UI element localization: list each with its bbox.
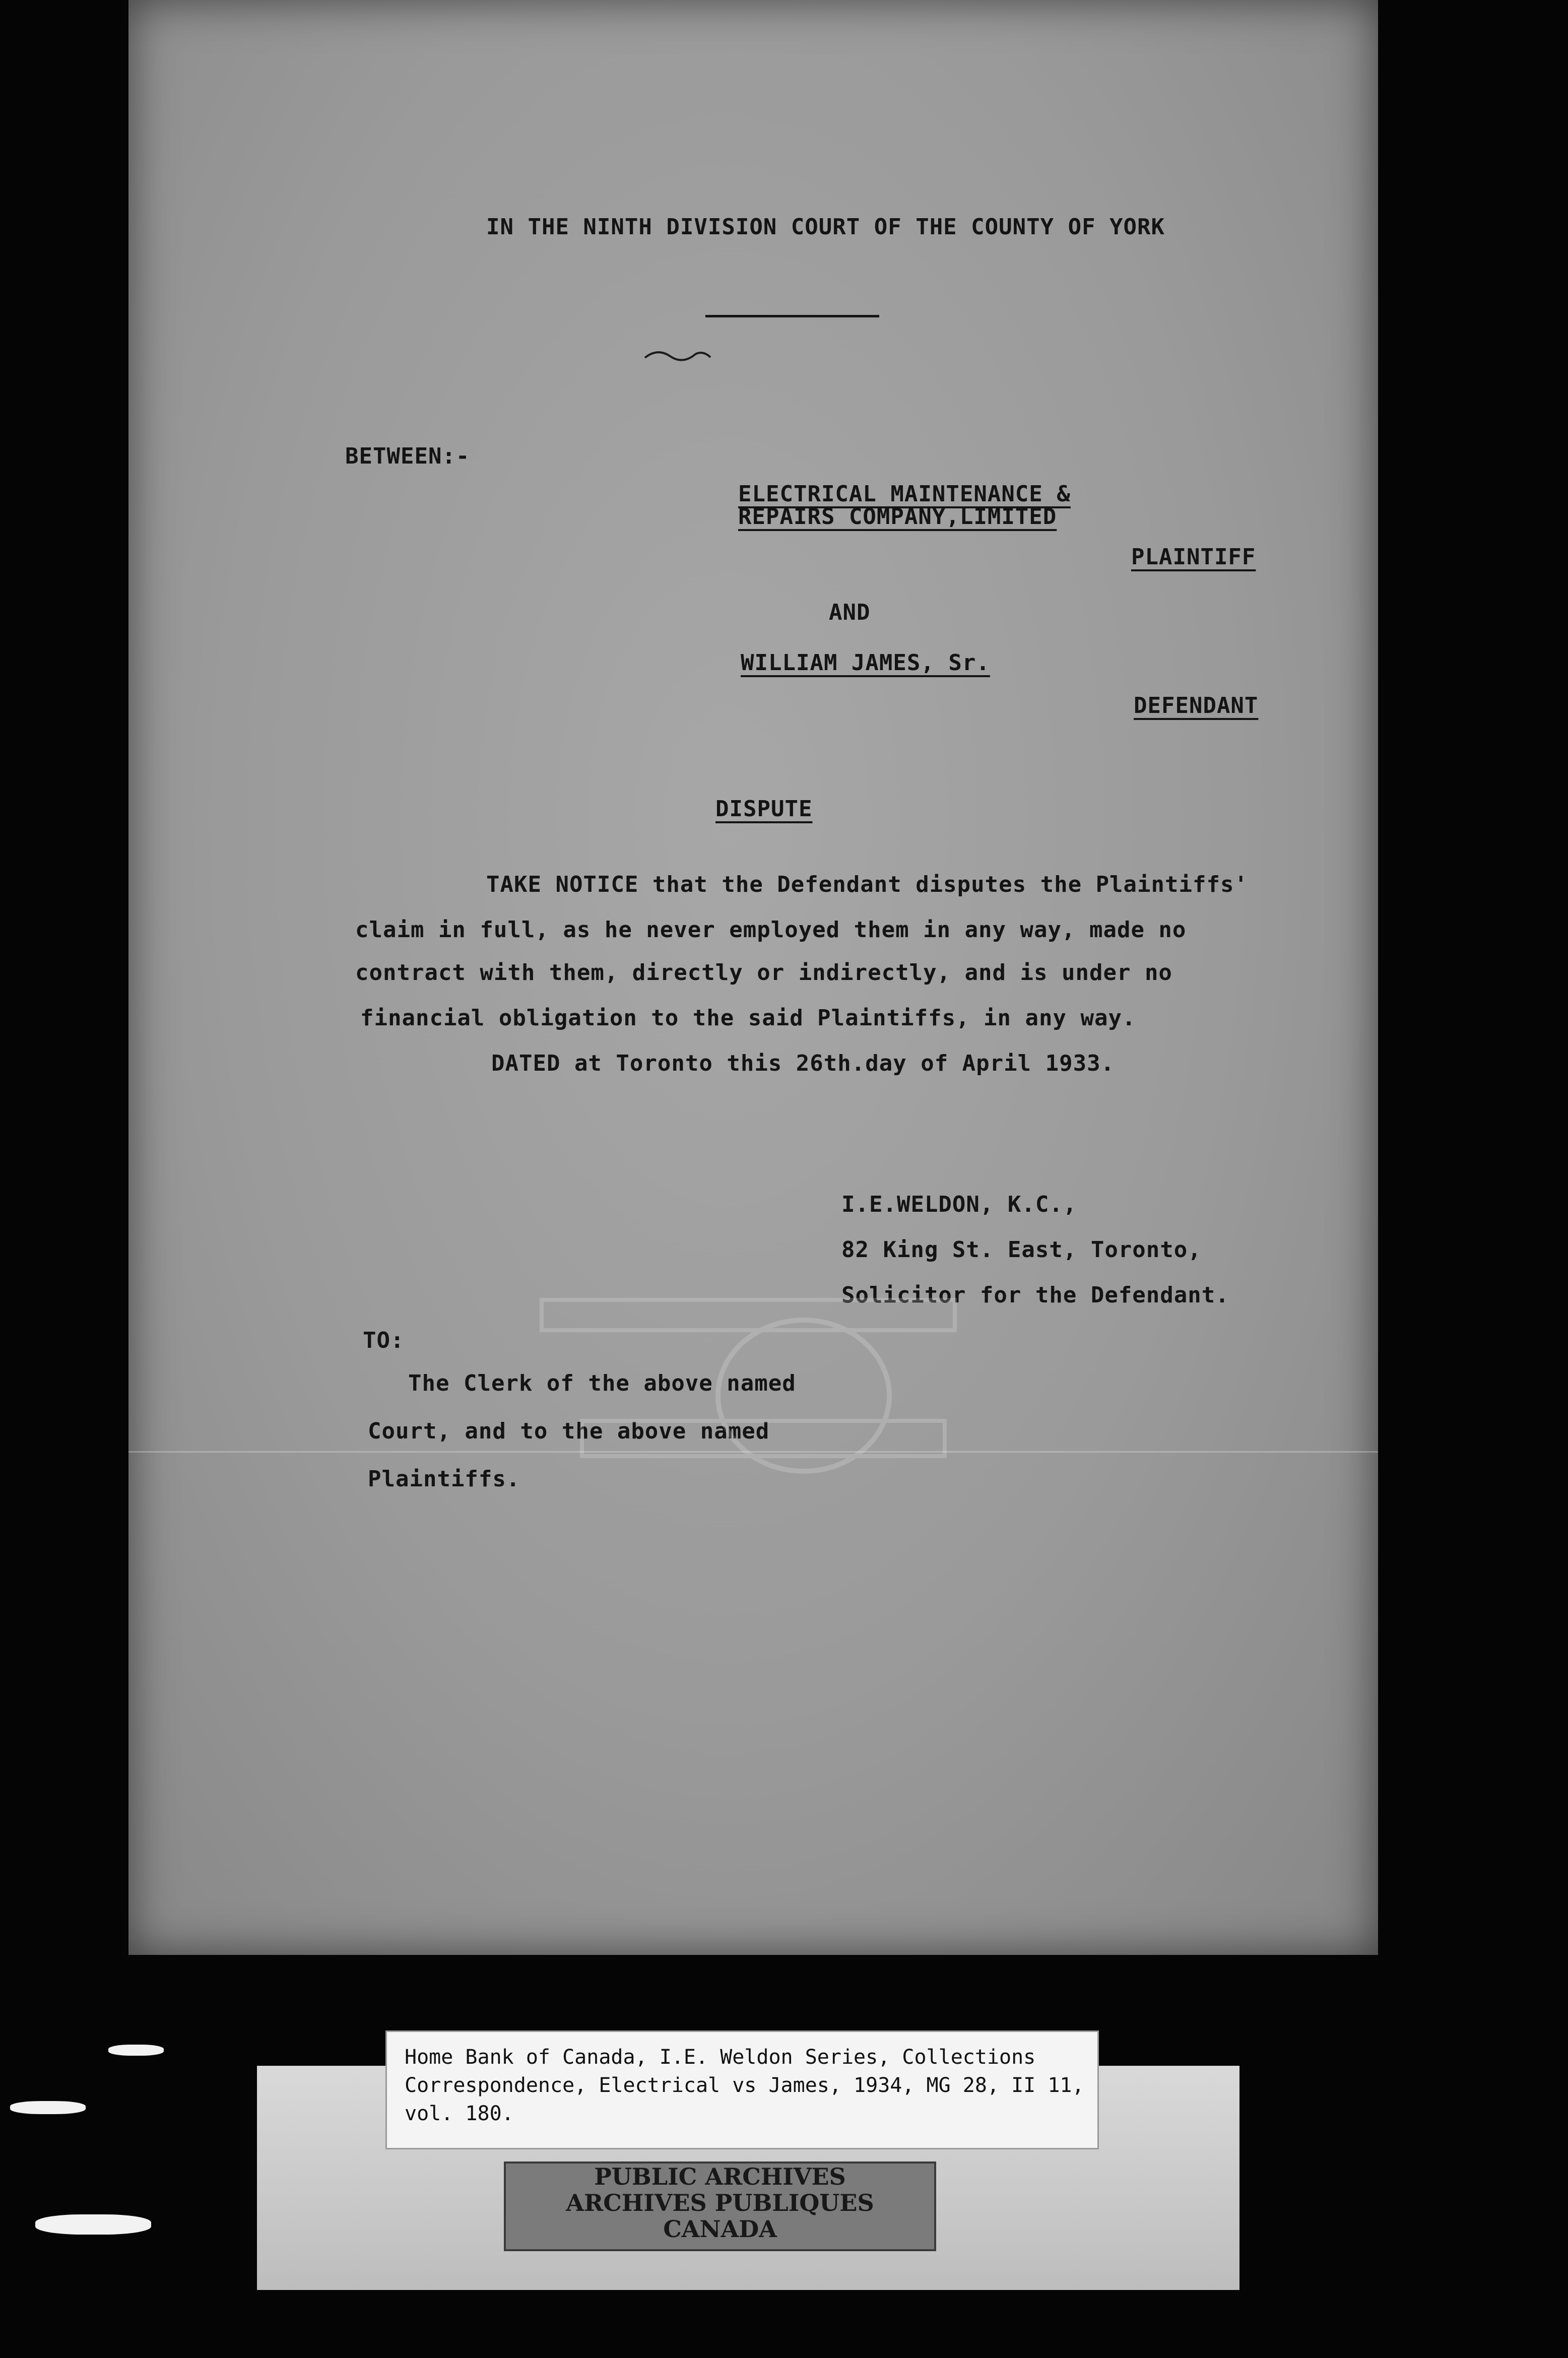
stamp-line: PUBLIC ARCHIVES	[594, 2163, 846, 2190]
bleed-through-stamp	[521, 1280, 975, 1491]
body-line: financial obligation to the said Plaintiffs, in any way.	[360, 1005, 1136, 1031]
defendant-role: DEFENDANT	[1134, 693, 1259, 718]
plaintiff-name-line1: ELECTRICAL MAINTENANCE &	[738, 481, 1071, 507]
body-line: contract with them, directly or indirectly, and is under no	[355, 960, 1172, 986]
to-label: TO:	[363, 1328, 405, 1353]
plaintiff-role: PLAINTIFF	[1131, 544, 1256, 570]
document-sheet	[128, 0, 1378, 1955]
flourish-ornament	[642, 345, 713, 365]
and-word: AND	[829, 600, 871, 625]
archive-reference-slip	[385, 2030, 1099, 2149]
film-artifact	[35, 2214, 151, 2235]
paper-fold	[128, 1451, 1378, 1453]
defendant-name: WILLIAM JAMES, Sr.	[741, 650, 990, 676]
recipient-line: Court, and to the above named	[368, 1418, 770, 1444]
signature-line: Solicitor for the Defendant.	[841, 1282, 1229, 1308]
film-artifact	[108, 2045, 164, 2056]
heading-rule	[705, 315, 879, 317]
court-heading: IN THE NINTH DIVISION COURT OF THE COUNTY OF YORK	[486, 214, 1165, 240]
plaintiff-name-line2: REPAIRS COMPANY,LIMITED	[738, 504, 1057, 530]
stamp-line: CANADA	[663, 2215, 777, 2243]
signature-line: I.E.WELDON, K.C.,	[841, 1192, 1077, 1217]
stamp-line: ARCHIVES PUBLIQUES	[566, 2189, 874, 2216]
signature-line: 82 King St. East, Toronto,	[841, 1237, 1202, 1263]
recipient-line: Plaintiffs.	[368, 1466, 520, 1492]
archive-reference-text: Home Bank of Canada, I.E. Weldon Series, Collections Correspondence, Electrical vs James, 1934, MG 28, II 11, vol. 180.	[405, 2046, 1084, 2125]
public-archives-stamp	[504, 2162, 936, 2251]
body-line: TAKE NOTICE that the Defendant disputes the Plaintiffs'	[486, 872, 1248, 897]
recipient-line: The Clerk of the above named	[408, 1370, 796, 1396]
dated-line: DATED at Toronto this 26th.day of April 1933.	[491, 1051, 1115, 1076]
document-title: DISPUTE	[715, 796, 813, 822]
film-artifact	[10, 2101, 86, 2114]
body-line: claim in full, as he never employed them in any way, made no	[355, 917, 1187, 943]
between-label: BETWEEN:-	[345, 443, 470, 469]
